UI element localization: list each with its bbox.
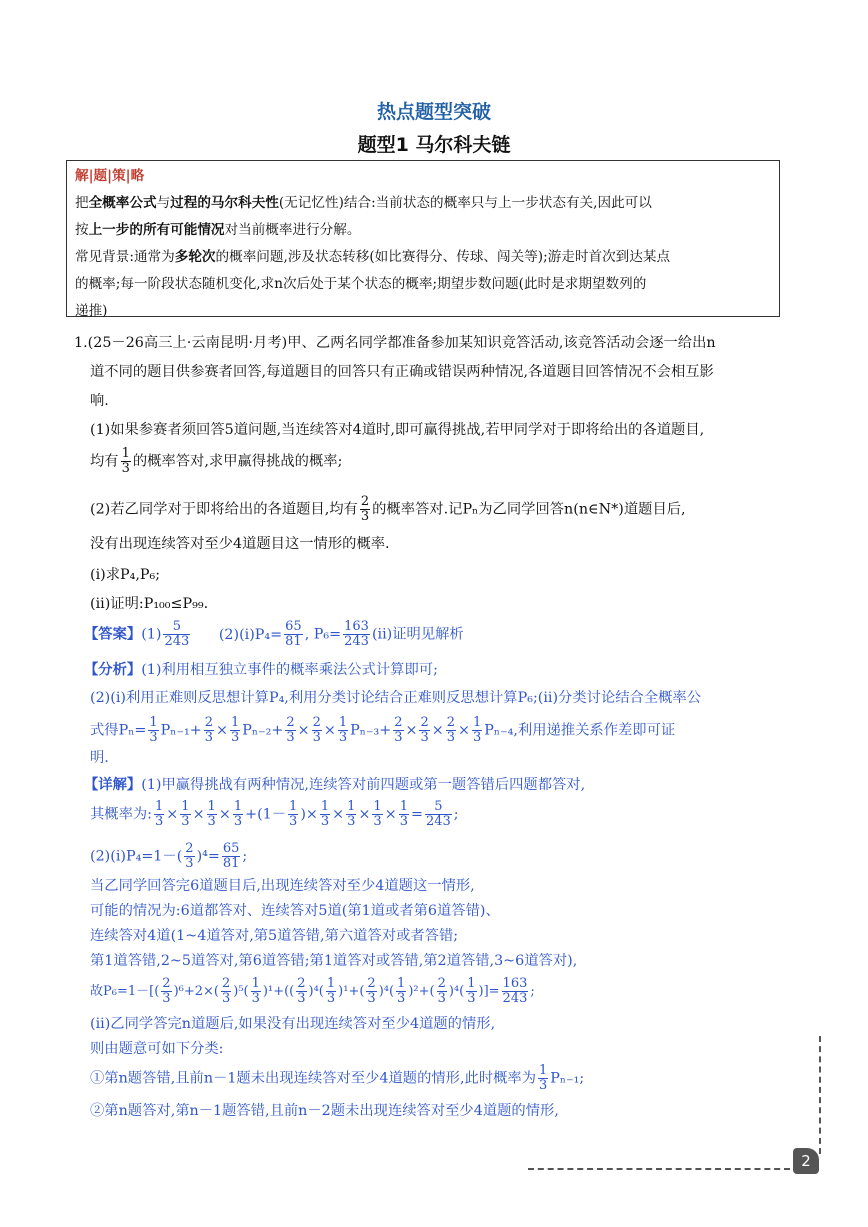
strategy-line: 把全概率公式与过程的马尔科夫性(无记忆性)结合:当前状态的概率只与上一步状态有关,因此可以 bbox=[75, 195, 652, 211]
answer-line: 【答案】(1) $\frac{5}{243}$ (2)(i)P₄= $\frac{65}{81}$ , P₆= $\frac{163}{243}$ (ii)证明见解析 bbox=[84, 619, 464, 649]
detail-formula: 其概率为: $\frac{1}{3}$ × $\frac{1}{3}$ × $\frac{1}{3}$ × $\frac{1}{3}$ +(1－ $\frac{1}{3}$ )× $\frac{1}{3}$ × $\frac{1}{3}$ × $\frac{1}{3}$ × $\frac{1}{3}$ = $\frac{5}{243}$ ; bbox=[90, 799, 459, 829]
detail-formula: 故P₆=1－[( $\frac{2}{3}$ )⁶+2×( $\frac{2}{3}$ )⁵( $\frac{1}{3}$ )¹+(( $\frac{2}{3}$ )⁴( $\frac{1}{3}$ )¹+( $\frac{2}{3}$ )⁴( $\frac{1}{3}$ )²+( $\frac{2}{3}$ )⁴( $\frac{1}{3}$ )]= $\frac{163}{243}$ ; bbox=[90, 976, 535, 1006]
problem-line: 没有出现连续答对至少4道题目这一情形的概率. bbox=[90, 536, 390, 552]
detail-case-1: ①第n题答错,且前n－1题未出现连续答对至少4道题的情形,此时概率为 $\frac{1}{3}$ Pₙ₋₁; bbox=[90, 1063, 585, 1093]
problem-part-1b: 均有 $\frac{1}{3}$ 的概率答对,求甲赢得挑战的概率; bbox=[90, 446, 343, 476]
problem-line: 1.(25－26高三上·云南昆明·月考)甲、乙两名同学都准备参加某知识竞答活动,该竞答活动会逐一给出n bbox=[74, 335, 716, 351]
strategy-line: 按上一步的所有可能情况对当前概率进行分解。 bbox=[75, 222, 361, 238]
problem-part-1: (1)如果参赛者须回答5道问题,当连续答对4道时,即可赢得挑战,若甲同学对于即将给出的各道题目, bbox=[90, 422, 705, 438]
analysis-line: 【分析】(1)利用相互独立事件的概率乘法公式计算即可; bbox=[84, 662, 438, 678]
detail-formula: (2)(i)P₄=1－( $\frac{2}{3}$ )⁴= $\frac{65}{81}$ ; bbox=[90, 841, 248, 871]
problem-part-2: (2)若乙同学对于即将给出的各道题目,均有 $\frac{2}{3}$ 的概率答对.记Pₙ为乙同学回答n(n∈N*)道题目后, bbox=[90, 494, 686, 524]
page-border-vertical bbox=[819, 1036, 821, 1154]
analysis-line: 明. bbox=[90, 750, 109, 766]
strategy-line: 的概率;每一阶段状态随机变化,求n次后处于某个状态的概率;期望步数问题(此时是求期望数列的 bbox=[75, 276, 647, 292]
section-title: 题型1 马尔科夫链 bbox=[357, 134, 511, 156]
page-border-horizontal bbox=[528, 1168, 790, 1170]
strategy-box bbox=[66, 160, 780, 317]
strategy-heading: 解|题|策|略 bbox=[75, 168, 145, 184]
detail-case-2: ②第n题答对,第n－1题答错,且前n－2题未出现连续答对至少4道题的情形, bbox=[90, 1103, 559, 1119]
problem-sub-ii: (ii)证明:P₁₀₀≤P₉₉. bbox=[90, 596, 209, 612]
problem-line: 响. bbox=[90, 393, 109, 409]
detail-line: 当乙同学回答完6道题目后,出现连续答对至少4道题这一情形, bbox=[90, 878, 475, 894]
problem-line: 道不同的题目供参赛者回答,每道题目的回答只有正确或错误两种情况,各道题目回答情况不会相互影 bbox=[90, 364, 714, 380]
analysis-formula: 式得Pₙ= $\frac{1}{3}$ Pₙ₋₁+ $\frac{2}{3}$ × $\frac{1}{3}$ Pₙ₋₂+ $\frac{2}{3}$ × $\frac{2}{3}$ × $\frac{1}{3}$ Pₙ₋₃+ $\frac{2}{3}$ × $\frac{2}{3}$ × $\frac{2}{3}$ × $\frac{1}{3}$ Pₙ₋₄,利用递推关系作差即可证 bbox=[90, 715, 676, 745]
analysis-line: (2)(i)利用正难则反思想计算P₄,利用分类讨论结合正难则反思想计算P₆;(ii)分类讨论结合全概率公 bbox=[90, 690, 702, 706]
detail-line: 则由题意可如下分类: bbox=[90, 1041, 224, 1057]
detail-line: (ii)乙同学答完n道题后,如果没有出现连续答对至少4道题的情形, bbox=[90, 1016, 496, 1032]
detail-line: 【详解】(1)甲赢得挑战有两种情况,连续答对前四题或第一题答错后四题都答对, bbox=[84, 777, 586, 793]
strategy-line: 递推) bbox=[75, 303, 108, 319]
page-title: 热点题型突破 bbox=[376, 101, 491, 123]
detail-line: 第1道答错,2~5道答对,第6道答错;第1道答对或答错,第2道答错,3~6道答对), bbox=[90, 953, 578, 969]
detail-line: 连续答对4道(1~4道答对,第5道答错,第六道答对或者答错; bbox=[90, 928, 459, 944]
page-number: 2 bbox=[793, 1148, 819, 1174]
detail-line: 可能的情况为:6道都答对、连续答对5道(第1道或者第6道答错)、 bbox=[90, 903, 500, 919]
problem-sub-i: (i)求P₄,P₆; bbox=[90, 567, 161, 583]
strategy-line: 常见背景:通常为多轮次的概率问题,涉及状态转移(如比赛得分、传球、闯关等);游走时首次到达某点 bbox=[75, 249, 671, 265]
